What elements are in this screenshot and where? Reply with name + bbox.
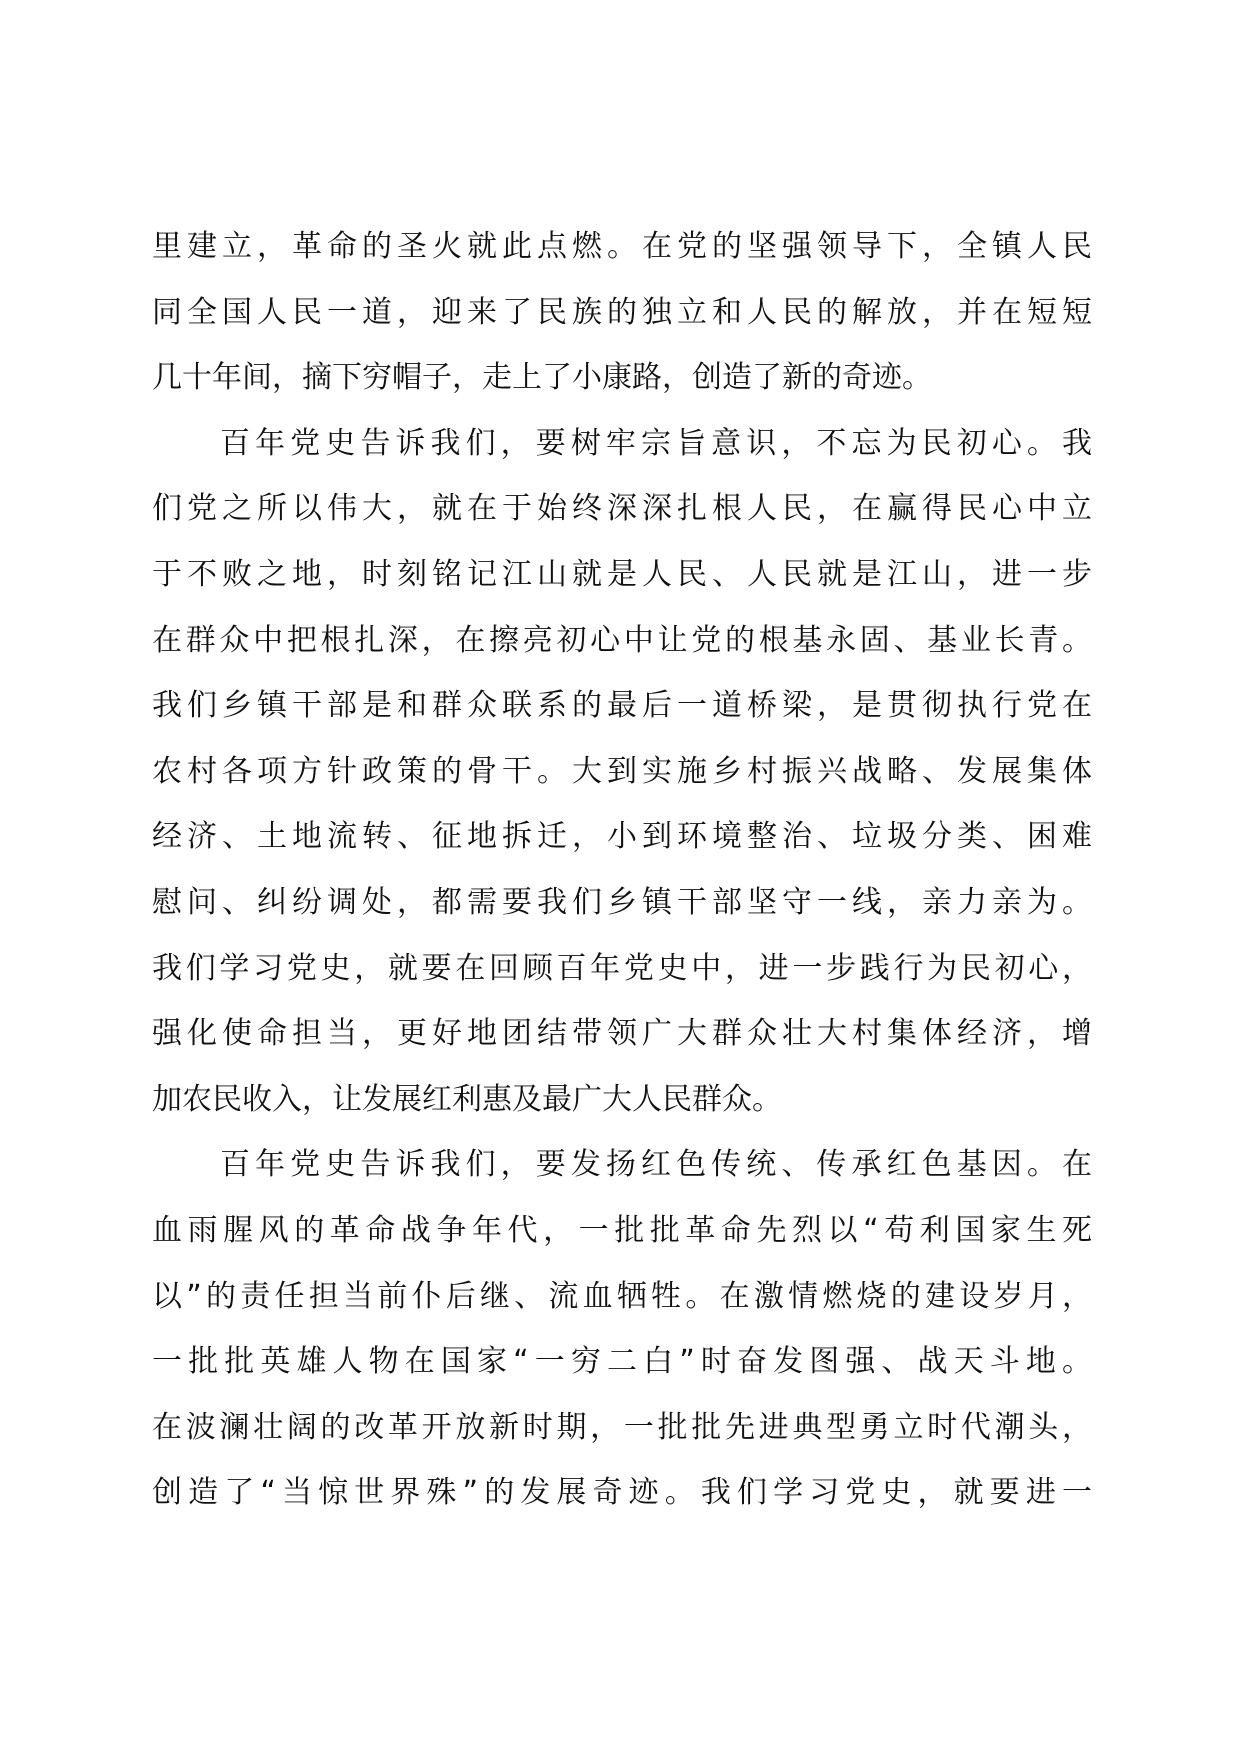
text-line: 慰问、纠纷调处，都需要我们乡镇干部坚守一线，亲力亲为。 [152,884,1092,920]
text-line: 以”的责任担当前仆后继、流血牺牲。在激情燃烧的建设岁月， [152,1278,1092,1314]
text-line: 我们学习党史，就要在回顾百年党史中，进一步践行为民初心， [152,950,1092,986]
text-line: 几十年间，摘下穷帽子，走上了小康路，创造了新的奇迹。 [152,360,932,396]
text-line: 在群众中把根扎深，在擦亮初心中让党的根基永固、基业长青。 [152,622,1092,658]
text-line: 里建立，革命的圣火就此点燃。在党的坚强领导下，全镇人民 [152,229,1092,264]
text-line: 同全国人民一道，迎来了民族的独立和人民的解放，并在短短 [152,294,1092,330]
text-line: 农村各项方针政策的骨干。大到实施乡村振兴战略、发展集体 [152,753,1092,789]
text-line: 强化使命担当，更好地团结带领广大群众壮大村集体经济，增 [152,1016,1092,1052]
text-line: 加农民收入，让发展红利惠及最广大人民群众。 [152,1081,782,1117]
text-line: 创造了“当惊世界殊”的发展奇迹。我们学习党史，就要进一 [152,1475,1092,1511]
text-line: 血雨腥风的革命战争年代，一批批革命先烈以“苟利国家生死 [152,1212,1092,1248]
text-line: 一批批英雄人物在国家“一穷二白”时奋发图强、战天斗地。 [152,1344,1092,1380]
document-body [152,214,1092,1526]
text-line: 于不败之地，时刻铭记江山就是人民、人民就是江山，进一步 [152,556,1092,592]
text-line: 经济、土地流转、征地拆迁，小到环境整治、垃圾分类、困难 [152,819,1092,855]
paragraph-first-line: 百年党史告诉我们，要树牢宗旨意识，不忘为民初心。我 [220,425,1092,461]
text-line: 我们乡镇干部是和群众联系的最后一道桥梁，是贯彻执行党在 [152,688,1092,724]
paragraph-first-line: 百年党史告诉我们，要发扬红色传统、传承红色基因。在 [220,1147,1092,1183]
text-line: 在波澜壮阔的改革开放新时期，一批批先进典型勇立时代潮头， [152,1409,1092,1445]
text-line: 们党之所以伟大，就在于始终深深扎根人民，在赢得民心中立 [152,491,1092,527]
